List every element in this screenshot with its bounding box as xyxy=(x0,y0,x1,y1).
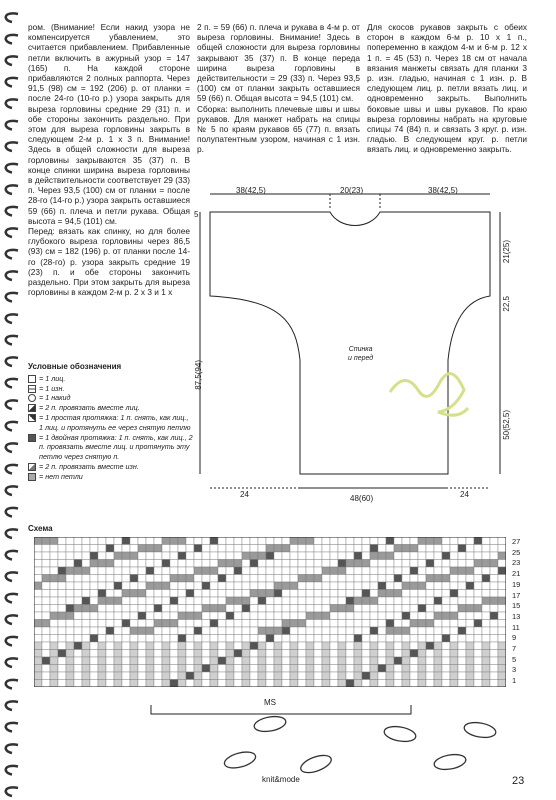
spiral-ring xyxy=(6,680,18,689)
dim-bottom-total: 48(60) xyxy=(350,494,374,503)
row-number: 19 xyxy=(512,579,521,589)
ms-label: MS xyxy=(264,698,276,707)
spiral-ring xyxy=(6,185,18,194)
spiral-ring xyxy=(6,400,18,409)
spiral-binding xyxy=(0,0,22,800)
spiral-ring xyxy=(6,723,18,732)
spiral-ring xyxy=(6,594,18,603)
dim-left-small: 5 xyxy=(194,210,199,219)
paragraph-sleeves: Для скосов рукавов закрыть с обеих сторон в каждом 6-м р. 10 х 1 п., попеременно в каждом 4-м и 6-м р. 12 х 1 п. = 45 (53) п. Через 18 см от начала вязания манжеты связать для планки 3 р. изн. гладью, начиная с 1 изн. р. В следующем лиц. р. петли вязать лиц. и одновременно закрыть. Выполнить боковые швы и швы рукавов. По краю выреза горловины набрать на круговые спицы 74 (84) п. и связать 3 круг. р. изн. гладью. В следующем круг. р. петли вязать лиц. и одновременно закрыть. xyxy=(367,22,527,155)
knit-symbol-icon xyxy=(28,375,36,383)
spiral-ring xyxy=(6,121,18,130)
dim-top-left: 38(42,5) xyxy=(236,186,266,195)
spiral-ring xyxy=(6,35,18,44)
spiral-ring xyxy=(6,228,18,237)
spiral-ring xyxy=(6,207,18,216)
text-column-1 xyxy=(28,22,190,297)
dim-right-upper: 21(25) xyxy=(502,240,511,264)
row-number: 11 xyxy=(512,622,520,632)
row-number: 23 xyxy=(512,558,521,568)
spiral-ring xyxy=(6,13,18,22)
purl-symbol-icon xyxy=(28,385,36,393)
legend-item: = 2 п. провязать вместе изн. xyxy=(28,462,193,472)
spiral-ring xyxy=(6,422,18,431)
brand-footer: knit&mode xyxy=(262,775,300,784)
double-decrease-symbol-icon xyxy=(28,434,36,442)
row-number: 13 xyxy=(512,611,521,621)
legend-item: = 1 двойная протяжка: 1 п. снять, как лиц., 2 п. провязать вместе лиц. и протянуть эту петлю через снятую п. xyxy=(28,433,193,462)
yarn-over-symbol-icon xyxy=(28,394,36,402)
spiral-ring xyxy=(6,78,18,87)
paragraph-assembly: Сборка: выполнить плечевые швы и швы рукавов. Для манжет набрать на спицы № 5 по краям рукавов 65 (77) п. вязать полупатентным узором, начиная с 1 изн. р. xyxy=(197,103,360,155)
spiral-ring xyxy=(6,99,18,108)
row-number: 27 xyxy=(512,537,521,546)
dim-top-right: 38(42,5) xyxy=(428,186,458,195)
spiral-ring xyxy=(6,314,18,323)
spiral-ring xyxy=(6,142,18,151)
legend xyxy=(28,362,193,482)
row-number: 15 xyxy=(512,601,521,611)
text-column-3 xyxy=(367,22,527,155)
diagram-label: Спинка и перед xyxy=(348,346,374,362)
row-number: 5 xyxy=(512,654,517,664)
spiral-ring xyxy=(6,164,18,173)
legend-item: = 2 п. провязать вместе лиц. xyxy=(28,403,193,413)
legend-item: = 1 лиц. xyxy=(28,374,193,384)
legend-item: = 1 накид xyxy=(28,393,193,403)
row-number: 25 xyxy=(512,547,521,557)
spiral-ring xyxy=(6,744,18,753)
no-stitch-symbol-icon xyxy=(28,473,36,481)
row-number: 1 xyxy=(512,676,517,686)
p2tog-symbol-icon xyxy=(28,463,36,471)
decorative-size-mark xyxy=(390,374,468,416)
spiral-ring xyxy=(6,486,18,495)
footprints-decoration xyxy=(220,712,520,782)
legend-title: Условные обозначения xyxy=(28,362,122,371)
legend-item: = 1 простая протяжка: 1 п. снять, как лиц., 1 лиц. и протянуть ее через снятую петлю xyxy=(28,413,193,433)
row-number: 21 xyxy=(512,569,521,579)
dim-bottom-left: 24 xyxy=(240,490,249,499)
row-number: 7 xyxy=(512,644,517,653)
dim-right-mid: 22,5 xyxy=(502,296,511,312)
spiral-ring xyxy=(6,293,18,302)
garment-schematic xyxy=(190,182,530,502)
spiral-ring xyxy=(6,465,18,474)
spiral-ring xyxy=(6,551,18,560)
paragraph-front: Перед: вязать как спинку, но для более глубокого выреза горловины через 86,5 (93) см = 182 (196) р. от планки после 14-го (28-го) р. узора закрыть средние 19 (23) п. и обе стороны закончить раздельно. При этом закрыть для выреза горловины в каждом 2-м р. 2 х 3 и 1 х xyxy=(28,226,190,298)
spiral-ring xyxy=(6,701,18,710)
row-number: 17 xyxy=(512,590,521,600)
dim-right-lower: 50(52,5) xyxy=(502,410,511,440)
spiral-ring xyxy=(6,56,18,65)
paragraph-front-continued: 2 п. = 59 (66) п. плеча и рукава в 4-м р. от выреза горловины. Внимание! Здесь в общей сложности для выреза горловины закрывают 35 (37) п. В конце переда ширина выреза горловины в действительности = 29 (33) п. Через 93,5 (100) см от планки закрыть оставшиеся 59 (66) п. Общая высота = 94,5 (101) см. xyxy=(197,22,360,104)
spiral-ring xyxy=(6,615,18,624)
spiral-ring xyxy=(6,443,18,452)
dim-bottom-right: 24 xyxy=(460,490,469,499)
schema-title: Схема xyxy=(28,524,53,533)
text-column-2 xyxy=(197,22,360,155)
spiral-ring xyxy=(6,271,18,280)
spiral-ring xyxy=(6,357,18,366)
spiral-ring xyxy=(6,572,18,581)
spiral-ring xyxy=(6,508,18,517)
dim-left-tall: 87,5(94) xyxy=(194,360,203,390)
k2tog-symbol-icon xyxy=(28,404,36,412)
spiral-ring xyxy=(6,379,18,388)
paragraph-back-continued: ром. (Внимание! Если накид узора не компенсируется убавлением, это считается прибавлением. Прибавленные петли включить в ажурный узор = 147 (165) п. На каждой стороне прибавляются 2 полных раппорта. Через 91,5 (98) см = 192 (206) р. от планки = после 24-го (10-го р.) узора закрыть для выреза горловины средние 29 (31) п. и обе стороны закончить раздельно. При этом для выреза горловины закрыть в следующем 2-м р. 1 х 3 п. Внимание! Здесь в общей сложности для выреза горловины закрываются 35 (37) п. В конце спинки ширина выреза горловины в действительности соответствует 29 (33) п. Через 93,5 (100) см от планки = после 28-го (14-го р.) узора закрыть оставшиеся 59 (66) п. плеча и петли рукава. Общая высота = 94,5 (101) см. xyxy=(28,22,190,226)
spiral-ring xyxy=(6,658,18,667)
legend-item: = нет петли xyxy=(28,472,193,482)
spiral-ring xyxy=(6,250,18,259)
spiral-ring xyxy=(6,529,18,538)
spiral-ring xyxy=(6,787,18,796)
spiral-ring xyxy=(6,766,18,775)
row-number: 3 xyxy=(512,665,517,675)
row-number: 9 xyxy=(512,633,517,643)
stitch-chart-grid xyxy=(34,537,506,687)
ssk-symbol-icon xyxy=(28,414,36,422)
page-number: 23 xyxy=(512,775,525,787)
legend-item: = 1 изн. xyxy=(28,384,193,394)
dim-top-mid: 20(23) xyxy=(340,186,364,195)
spiral-ring xyxy=(6,336,18,345)
spiral-ring xyxy=(6,637,18,646)
